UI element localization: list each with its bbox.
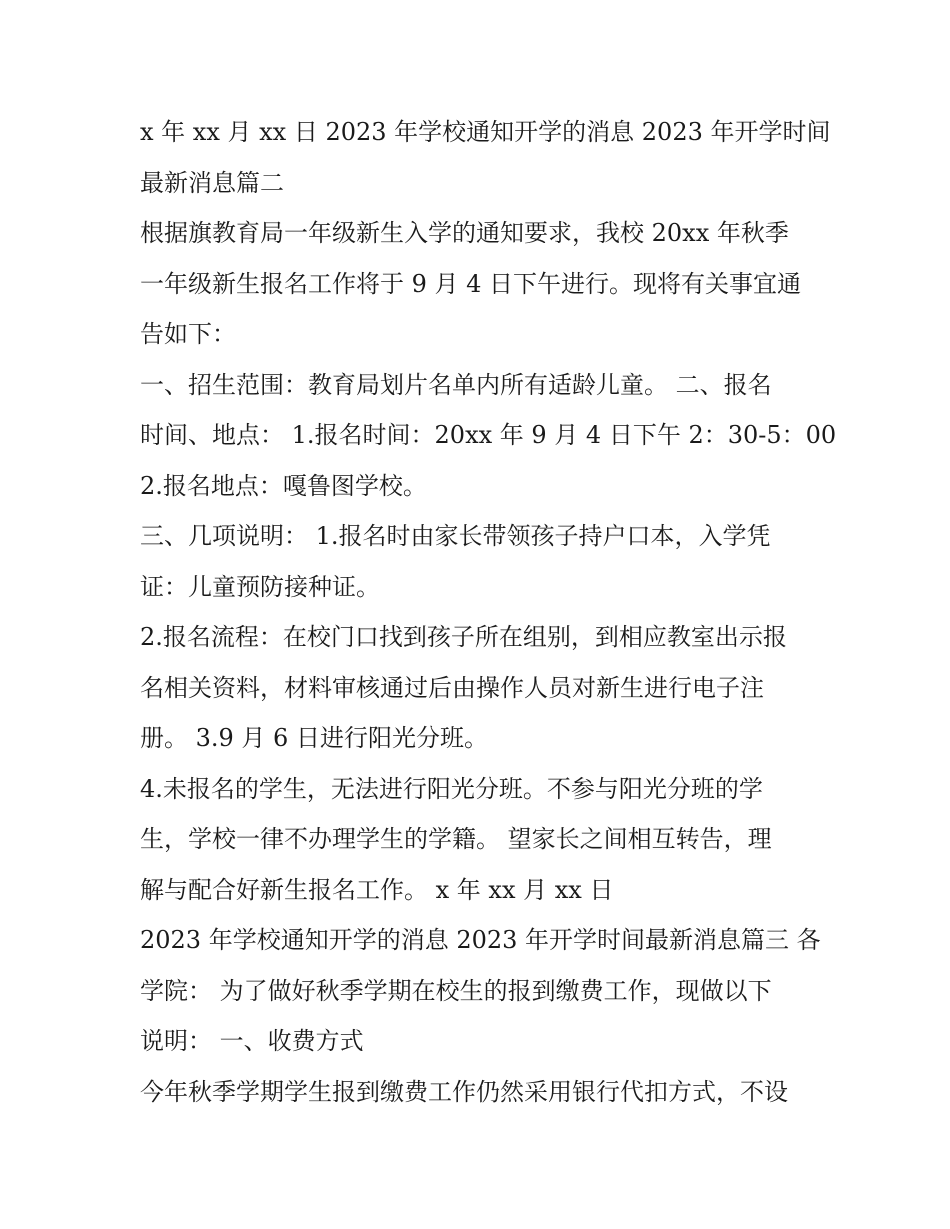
text-line: 2.报名流程：在校门口找到孩子所在组别，到相应教室出示报: [140, 623, 787, 651]
text-line: 生，学校一律不办理学生的学籍。 望家长之间相互转告，理: [140, 825, 772, 853]
text-line: 最新消息篇二: [140, 168, 284, 197]
text-line: 今年秋季学期学生报到缴费工作仍然采用银行代扣方式，不设: [140, 1077, 788, 1106]
text-line: x 年 xx 月 xx 日 2023 年学校通知开学的消息 2023 年开学时间: [140, 118, 831, 146]
text-line: 说明： 一、收费方式: [140, 1027, 364, 1055]
text-line: 三、几项说明： 1.报名时由家长带领孩子持户口本，入学凭: [140, 522, 771, 550]
text-line: 解与配合好新生报名工作。 x 年 xx 月 xx 日: [140, 875, 614, 904]
text-line: 2.报名地点：嘎鲁图学校。: [140, 471, 427, 500]
document-body: [140, 107, 837, 1117]
text-line: 时间、地点： 1.报名时间：20xx 年 9 月 4 日下午 2：30-5：00: [140, 421, 837, 449]
text-line: 学院： 为了做好秋季学期在校生的报到缴费工作，现做以下: [140, 976, 772, 1005]
text-line: 2023 年学校通知开学的消息 2023 年开学时间最新消息篇三 各: [140, 926, 821, 954]
text-line: 根据旗教育局一年级新生入学的通知要求，我校 20xx 年秋季: [140, 219, 789, 247]
text-line: 证：儿童预防接种证。: [140, 572, 380, 601]
text-line: 告如下：: [140, 320, 236, 348]
text-line: 册。 3.9 月 6 日进行阳光分班。: [140, 724, 488, 752]
text-line: 一年级新生报名工作将于 9 月 4 日下午进行。现将有关事宜通: [140, 269, 802, 298]
text-line: 名相关资料，材料审核通过后由操作人员对新生进行电子注: [140, 673, 764, 702]
text-line: 一、招生范围：教育局划片名单内所有适龄儿童。 二、报名: [140, 370, 772, 399]
text-line: 4.未报名的学生，无法进行阳光分班。不参与阳光分班的学: [140, 774, 763, 803]
